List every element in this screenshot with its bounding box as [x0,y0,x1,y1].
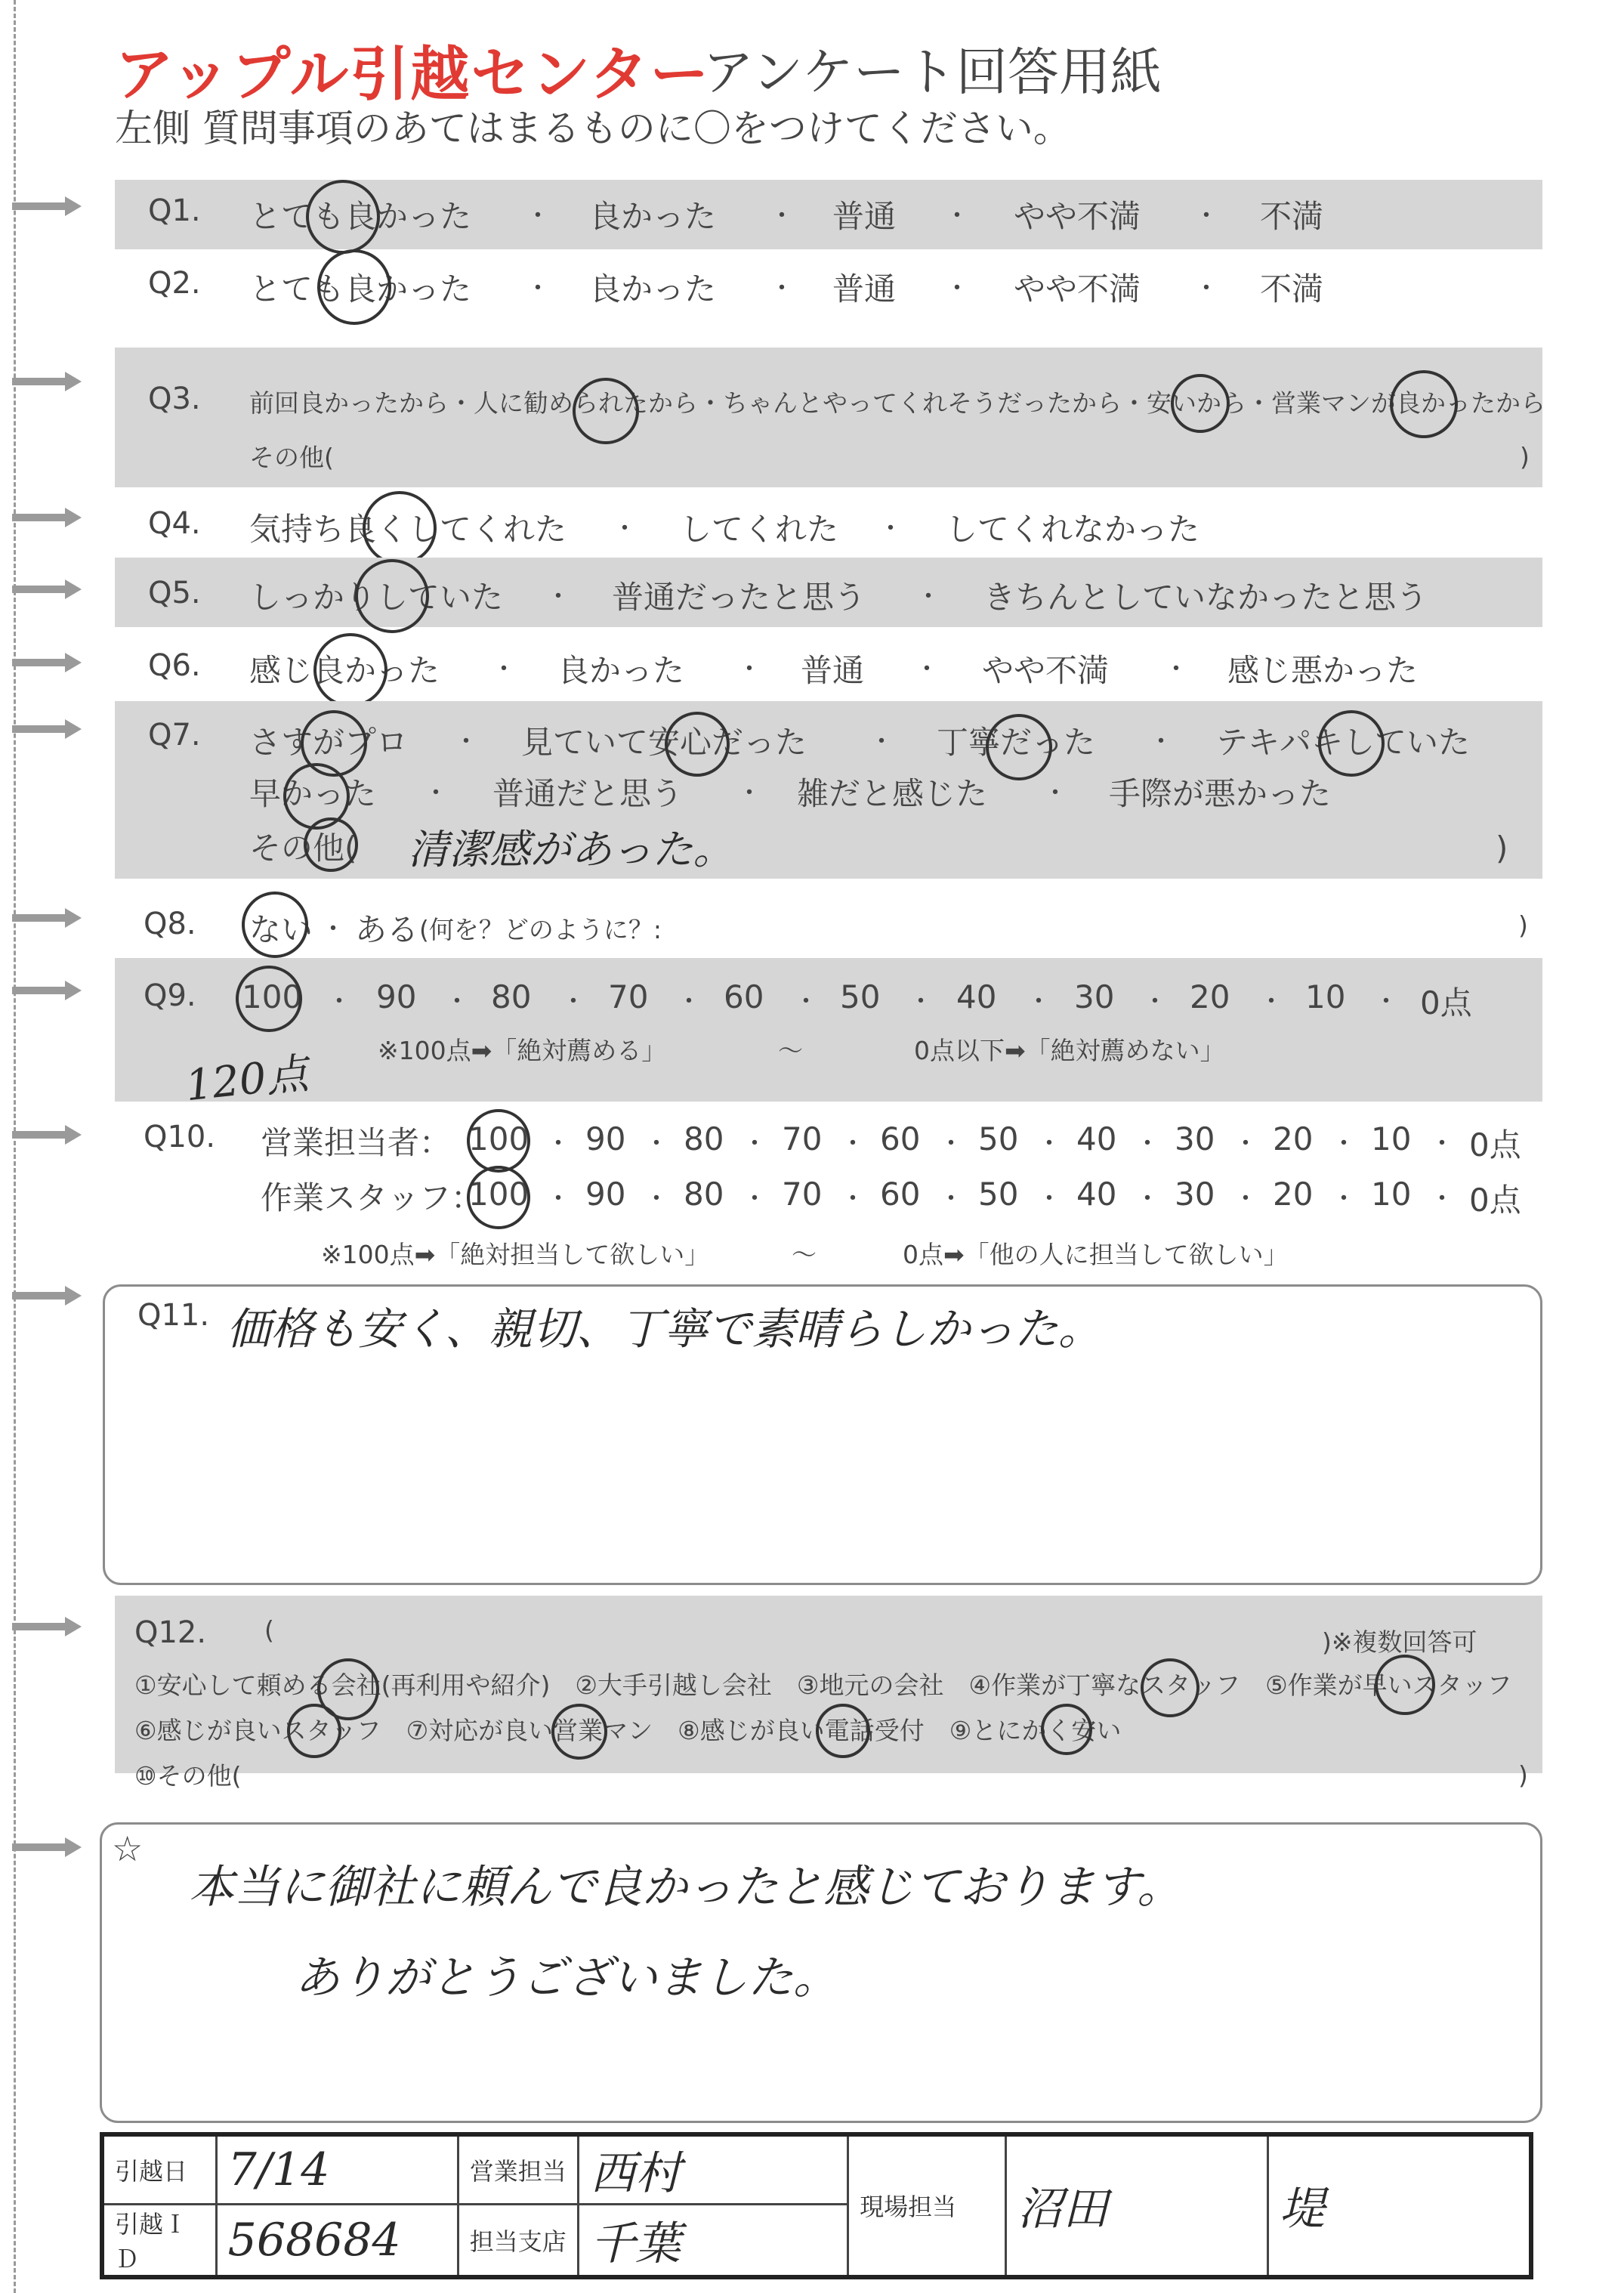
separator-dot: ・ [736,778,762,808]
answer-circle-q12-7 [551,1704,607,1760]
answer-circle-q12-8 [816,1704,870,1758]
arrow-marker-q3 [12,370,82,393]
sales-name-text: 西村 [590,2146,681,2200]
sales-label: 営業担当 [458,2134,579,2204]
q9-score-20[interactable]: 20 [1190,978,1230,1015]
sales-value[interactable] [579,2134,848,2204]
q3-label: Q3. [148,382,201,416]
answer-circle-q7-b [665,712,730,777]
q3-other-close: ) [1520,442,1530,471]
separator-dot: ・ [769,273,795,304]
q9-note-left: ※100点➡「絶対薦める」 [378,1036,667,1065]
separator-dot: ・ [944,201,970,231]
separator-dot: ・ [1036,1184,1062,1214]
site-name-1-text: 沼田 [1017,2183,1108,2236]
separator-dot: ・ [1258,987,1284,1017]
separator-dot: ・ [525,273,551,304]
q2-option-4[interactable]: やや不満 [1014,270,1141,307]
arrow-marker-q11 [12,1284,82,1307]
separator-dot: ・ [793,987,819,1017]
arrow-marker-q8 [12,907,82,929]
q10-sales-score-50[interactable]: 50 [978,1120,1019,1157]
answer-circle-q7-c [986,714,1052,780]
q10-sales-score-80[interactable]: 80 [684,1120,724,1157]
separator-dot: ・ [644,1129,669,1159]
q9-score-30[interactable]: 30 [1074,978,1115,1015]
q6-option-3[interactable]: 普通 [801,652,865,689]
q5-option-1[interactable]: しっかりしていた [249,579,504,616]
arrow-marker-q9 [12,979,82,1002]
answer-circle-q8 [242,892,308,958]
q6-option-1[interactable]: 感じ良かった [249,652,440,689]
q10-staff-score-50[interactable]: 50 [978,1176,1019,1213]
separator-dot: ・ [869,727,894,757]
site-value-2[interactable] [1267,2134,1531,2277]
q10-note-left: ※100点➡「絶対担当して欲しい」 [321,1240,710,1269]
q9-label: Q9. [144,978,196,1013]
q10-note-mid: 〜 [792,1240,817,1269]
move-date-label: 引越日 [102,2134,216,2204]
separator-dot: ・ [545,1129,571,1159]
arrow-marker-q7 [12,718,82,740]
binding-edge [14,0,20,2293]
q10-staff-score-10[interactable]: 10 [1371,1176,1412,1213]
separator-dot: ・ [1036,1129,1062,1159]
q11-label: Q11. [137,1298,210,1333]
q4-option-3[interactable]: してくれなかった [946,511,1200,548]
q10-sales-score-60[interactable]: 60 [880,1120,921,1157]
q12-label: Q12. [134,1615,207,1650]
separator-dot: ・ [914,654,940,685]
separator-dot: ・ [644,1184,669,1214]
answer-circle-q3-b [1171,374,1230,433]
q9-score-50[interactable]: 50 [840,978,881,1015]
separator-dot: ・ [326,987,352,1017]
q10-sales-score-0[interactable]: 0点 [1469,1126,1521,1163]
move-date-text: 7/14 [227,2143,330,2196]
separator-dot: ・ [742,1129,767,1159]
site-label: 現場担当 [848,2134,1006,2277]
q7-label: Q7. [148,718,201,752]
separator-dot: ・ [1026,987,1051,1017]
q2-label: Q2. [148,266,201,301]
q10-staff-score-30[interactable]: 30 [1175,1176,1215,1213]
brand-title: アップル引越センター [115,41,711,109]
site-name-2-text: 堤 [1279,2183,1325,2236]
site-value-1[interactable] [1005,2134,1267,2277]
answer-circle-q10-sales [467,1109,530,1173]
q7-other-close: ) [1496,830,1508,867]
q1-option-5[interactable]: 不満 [1260,198,1324,235]
answer-circle-q7-f [304,817,358,872]
q2-option-1[interactable]: とても良かった [249,270,472,307]
q8-option-some[interactable]: ある [355,911,419,948]
answer-circle-q3-c [1390,370,1458,438]
q8-hint: (何を？どのように？: [419,915,662,944]
branch-label: 担当支店 [458,2204,579,2277]
q7-option-2[interactable]: 見ていて安心だった [521,724,807,761]
comment-line-2[interactable]: ありがとうございました。 [295,1952,838,2004]
separator-dot: ・ [736,654,762,685]
q7-other-answer[interactable]: 清潔感があった。 [408,826,734,873]
q9-score-80[interactable]: 80 [491,978,532,1015]
arrow-marker-q5 [12,578,82,601]
separator-dot: ・ [612,514,638,544]
q5-option-2[interactable]: 普通だったと思う [612,579,866,616]
q10-label: Q10. [144,1120,216,1154]
q1-option-1[interactable]: とても良かった [249,198,472,235]
q12-options-row1[interactable]: ①安心して頼める会社(再利用や紹介) ②大手引越し会社 ③地元の会社 ④作業が丁寧なスタッフ ⑤作業が早いスタッフ [134,1670,1512,1700]
q2-option-3[interactable]: 普通 [832,270,897,307]
arrow-marker-comment [12,1836,82,1859]
q6-option-5[interactable]: 感じ悪かった [1227,652,1419,689]
q10-sales-score-10[interactable]: 10 [1371,1120,1412,1157]
q7-option-5[interactable]: 早かった [249,775,377,812]
separator-dot: ・ [1429,1129,1455,1159]
separator-dot: ・ [938,1184,964,1214]
separator-dot: ・ [1135,1184,1160,1214]
q9-handwritten-score[interactable]: 120点 [183,1049,311,1111]
q10-staff-score-60[interactable]: 60 [880,1176,921,1213]
separator-dot: ・ [1042,778,1068,808]
q1-label: Q1. [148,193,201,228]
q9-note-right: 0点以下➡「絶対薦めない」 [914,1036,1225,1065]
separator-dot: ・ [560,987,586,1017]
separator-dot: ・ [545,1184,571,1214]
q10-staff-score-20[interactable]: 20 [1273,1176,1314,1213]
separator-dot: ・ [944,273,970,304]
answer-circle-q2 [317,249,391,325]
q10-sales-score-100[interactable]: 100 [468,1120,529,1157]
move-date-value[interactable] [216,2134,458,2204]
q7-option-8[interactable]: 手際が悪かった [1109,775,1332,812]
q9-score-10[interactable]: 10 [1305,978,1346,1015]
q10-sales-score-70[interactable]: 70 [782,1120,823,1157]
separator-dot: ・ [878,514,903,544]
answer-circle-q6 [313,633,387,707]
separator-dot: ・ [938,1129,964,1159]
q12-close-note: )※複数回答可 [1322,1627,1477,1657]
q7-option-7[interactable]: 雑だと感じた [797,775,988,812]
answer-circle-q5 [355,559,429,633]
answer-circle-q12-9 [1041,1704,1092,1755]
q6-label: Q6. [148,648,201,683]
q9-note-mid: 〜 [778,1036,803,1065]
answer-circle-q7-d [1318,710,1385,777]
q7-option-6[interactable]: 普通だと思う [492,775,684,812]
separator-dot: ・ [915,582,941,612]
separator-dot: ・ [742,1184,767,1214]
separator-dot: ・ [1135,1129,1160,1159]
q2-option-5[interactable]: 不満 [1260,270,1324,307]
q7-option-1[interactable]: さすがプロ [249,724,409,761]
answer-circle-q12-6 [287,1704,341,1758]
q1-option-4[interactable]: やや不満 [1014,198,1141,235]
q5-label: Q5. [148,576,201,610]
q10-staff-score-80[interactable]: 80 [684,1176,724,1213]
arrow-marker-q12 [12,1615,82,1638]
q9-score-100[interactable]: 100 [242,978,303,1015]
answer-circle-q10-staff [467,1166,530,1229]
separator-dot: ・ [1193,201,1219,231]
q2-option-2[interactable]: 良かった [589,270,717,307]
q1-option-2[interactable]: 良かった [589,198,717,235]
q10-staff-label: 作業スタッフ： [261,1179,483,1216]
form-instruction: 左側 質問事項のあてはまるものに〇をつけてください。 [115,107,1071,150]
answer-circle-q9 [236,966,302,1032]
q11-answer[interactable]: 価格も安く、親切、丁寧で素晴らしかった。 [227,1303,1102,1355]
separator-dot: ・ [1148,727,1174,757]
separator-dot: ・ [1233,1184,1258,1214]
move-id-label: 引越ＩＤ [102,2204,216,2277]
separator-dot: ・ [1233,1129,1258,1159]
q12-options-row3[interactable]: ⑩その他( [134,1761,242,1791]
separator-dot: ・ [840,1129,866,1159]
q12-close: ) [1518,1760,1528,1790]
answer-circle-q1 [306,180,380,254]
footer-info-table [100,2132,1533,2279]
answer-circle-q4 [363,491,437,565]
separator-dot: ・ [840,1184,866,1214]
separator-dot: ・ [1142,987,1168,1017]
separator-dot: ・ [320,914,346,944]
q12-open: ( [264,1615,274,1645]
q10-staff-score-100[interactable]: 100 [468,1176,529,1213]
q4-option-1[interactable]: 気持ち良くしてくれた [249,511,567,548]
q4-option-2[interactable]: してくれた [680,511,839,548]
branch-name-text: 千葉 [590,2217,681,2270]
q10-sales-score-30[interactable]: 30 [1175,1120,1215,1157]
answer-circle-q3-a [573,378,639,444]
q10-staff-score-70[interactable]: 70 [782,1176,823,1213]
q10-note-right: 0点➡「他の人に担当して欲しい」 [903,1240,1289,1269]
separator-dot: ・ [491,654,517,685]
arrow-marker-q4 [12,506,82,529]
separator-dot: ・ [769,201,795,231]
q4-label: Q4. [148,506,201,541]
q10-sales-score-20[interactable]: 20 [1273,1120,1314,1157]
q10-staff-score-40[interactable]: 40 [1076,1176,1117,1213]
q10-sales-label: 営業担当者： [261,1124,452,1161]
q9-score-70[interactable]: 70 [608,978,649,1015]
separator-dot: ・ [1331,1184,1357,1214]
move-id-value[interactable] [216,2204,458,2277]
q6-option-4[interactable]: やや不満 [982,652,1110,689]
separator-dot: ・ [453,727,479,757]
form-subtitle: アンケート回答用紙 [702,43,1162,103]
separator-dot: ・ [908,987,934,1017]
q7-option-4[interactable]: テキパキしていた [1216,724,1471,761]
q1-option-3[interactable]: 普通 [832,198,897,235]
separator-dot: ・ [1193,273,1219,304]
q7-other: その他( [249,830,357,867]
q3-options[interactable]: 前回良かったから・人に勧められたから・ちゃんとやってくれそうだったから・安いから・営業マンが良かったから [249,388,1545,418]
branch-value[interactable] [579,2204,848,2277]
q10-staff-score-0[interactable]: 0点 [1469,1182,1521,1219]
arrow-marker-q10 [12,1123,82,1146]
q7-option-3[interactable]: 丁寧だった [937,724,1096,761]
separator-dot: ・ [1163,654,1189,685]
separator-dot: ・ [676,987,702,1017]
move-id-text: 568684 [227,2213,401,2267]
arrow-marker-q6 [12,651,82,674]
q9-score-90[interactable]: 90 [376,978,417,1015]
q3-other: その他( [249,443,334,472]
separator-dot: ・ [1331,1129,1357,1159]
q10-sales-score-90[interactable]: 90 [585,1120,626,1157]
separator-dot: ・ [423,778,449,808]
q5-option-3[interactable]: きちんとしていなかったと思う [983,579,1428,616]
q8-label: Q8. [144,907,196,941]
q8-option-none[interactable]: ない [249,911,313,948]
separator-dot: ・ [525,201,551,231]
q10-sales-score-40[interactable]: 40 [1076,1120,1117,1157]
separator-dot: ・ [545,582,571,612]
answer-circle-q12-5 [1375,1655,1435,1715]
q6-option-2[interactable]: 良かった [557,652,685,689]
comment-line-1[interactable]: 本当に御社に頼んで良かったと感じております。 [189,1861,1183,1914]
arrow-marker-q1 [12,195,82,218]
separator-dot: ・ [1373,987,1399,1017]
q10-staff-score-90[interactable]: 90 [585,1176,626,1213]
separator-dot: ・ [1429,1184,1455,1214]
q9-score-40[interactable]: 40 [956,978,997,1015]
q9-score-0[interactable]: 0点 [1420,984,1472,1021]
answer-circle-q12-4 [1141,1658,1199,1717]
separator-dot: ・ [444,987,470,1017]
q12-options-row2[interactable]: ⑥感じが良いスタッフ ⑦対応が良い営業マン ⑧感じが良い電話受付 ⑨とにかく安い [134,1716,1122,1745]
star-icon: ☆ [112,1828,144,1869]
q8-close: ) [1518,910,1528,940]
q9-score-60[interactable]: 60 [724,978,764,1015]
